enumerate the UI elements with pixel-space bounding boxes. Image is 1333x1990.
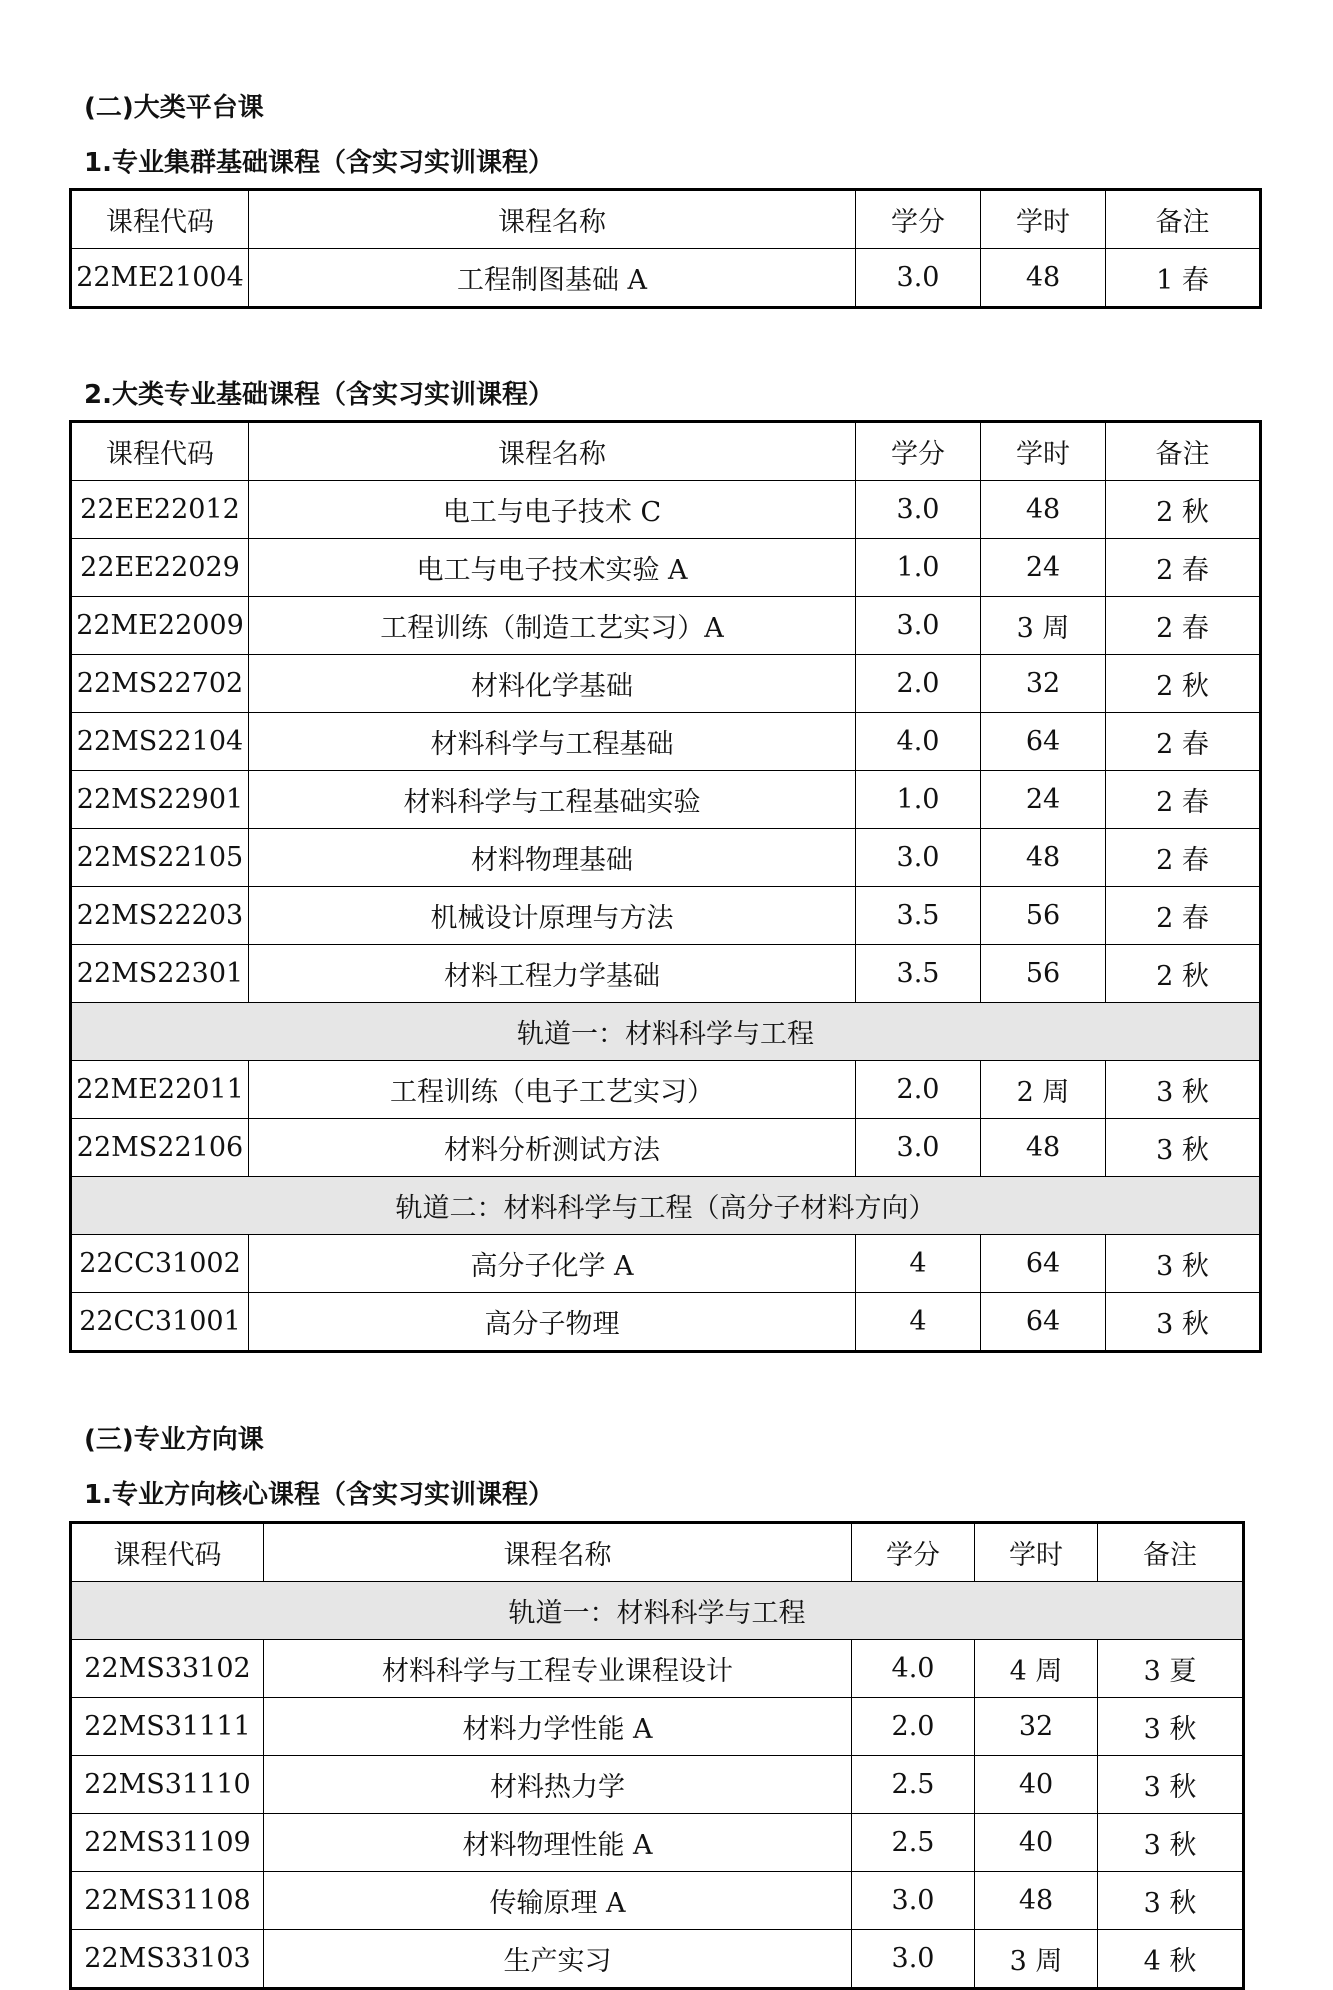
course-credit: 3.0 bbox=[856, 249, 981, 308]
course-hours: 48 bbox=[981, 829, 1106, 887]
course-hours: 40 bbox=[975, 1756, 1098, 1814]
course-name: 工程训练（制造工艺实习）A bbox=[249, 597, 856, 655]
course-credit: 3.0 bbox=[852, 1872, 975, 1930]
course-name: 材料科学与工程专业课程设计 bbox=[264, 1640, 852, 1698]
course-hours: 56 bbox=[981, 887, 1106, 945]
header-code: 课程代码 bbox=[71, 1523, 264, 1582]
course-code: 22MS31111 bbox=[71, 1698, 264, 1756]
course-hours: 3 周 bbox=[975, 1930, 1098, 1989]
table-row bbox=[71, 1698, 1244, 1756]
header-note: 备注 bbox=[1098, 1523, 1244, 1582]
table-row bbox=[71, 1061, 1261, 1119]
table-row bbox=[71, 1930, 1244, 1989]
course-name: 材料科学与工程基础 bbox=[249, 713, 856, 771]
course-note: 2 秋 bbox=[1106, 481, 1261, 539]
section-2-title: (二)大类平台课 bbox=[84, 93, 264, 123]
course-note: 2 春 bbox=[1106, 713, 1261, 771]
table-row bbox=[71, 1872, 1244, 1930]
course-code: 22CC31001 bbox=[71, 1293, 249, 1352]
section-2-1-title: 1.专业集群基础课程（含实习实训课程） bbox=[84, 148, 554, 178]
section-3-title: (三)专业方向课 bbox=[84, 1425, 264, 1455]
table-header-row bbox=[71, 1523, 1244, 1582]
table-header-row bbox=[71, 190, 1261, 249]
course-note: 3 秋 bbox=[1106, 1293, 1261, 1352]
course-credit: 2.0 bbox=[856, 1061, 981, 1119]
course-note: 3 秋 bbox=[1106, 1235, 1261, 1293]
header-code: 课程代码 bbox=[71, 190, 249, 249]
course-hours: 48 bbox=[981, 249, 1106, 308]
table-major-foundation bbox=[69, 420, 1262, 1353]
header-credit: 学分 bbox=[856, 190, 981, 249]
header-credit: 学分 bbox=[856, 422, 981, 481]
section-3-1-title: 1.专业方向核心课程（含实习实训课程） bbox=[84, 1480, 554, 1510]
course-note: 3 夏 bbox=[1098, 1640, 1244, 1698]
course-credit: 4.0 bbox=[856, 713, 981, 771]
course-note: 3 秋 bbox=[1098, 1814, 1244, 1872]
course-hours: 32 bbox=[975, 1698, 1098, 1756]
header-name: 课程名称 bbox=[249, 190, 856, 249]
table-row bbox=[71, 829, 1261, 887]
course-hours: 2 周 bbox=[981, 1061, 1106, 1119]
course-name: 高分子物理 bbox=[249, 1293, 856, 1352]
course-hours: 48 bbox=[981, 1119, 1106, 1177]
course-name: 工程制图基础 A bbox=[249, 249, 856, 308]
course-name: 电工与电子技术实验 A bbox=[249, 539, 856, 597]
course-credit: 3.0 bbox=[856, 1119, 981, 1177]
header-note: 备注 bbox=[1106, 422, 1261, 481]
course-code: 22MS31108 bbox=[71, 1872, 264, 1930]
course-name: 材料物理基础 bbox=[249, 829, 856, 887]
course-code: 22MS31109 bbox=[71, 1814, 264, 1872]
course-credit: 2.0 bbox=[852, 1698, 975, 1756]
course-credit: 2.5 bbox=[852, 1814, 975, 1872]
course-hours: 64 bbox=[981, 1293, 1106, 1352]
track-row bbox=[71, 1177, 1261, 1235]
table-row bbox=[71, 713, 1261, 771]
course-credit: 4 bbox=[856, 1235, 981, 1293]
table-row bbox=[71, 655, 1261, 713]
table-cluster-foundation bbox=[69, 188, 1262, 309]
table-row bbox=[71, 887, 1261, 945]
course-note: 2 春 bbox=[1106, 771, 1261, 829]
course-credit: 3.0 bbox=[852, 1930, 975, 1989]
course-note: 2 春 bbox=[1106, 829, 1261, 887]
table-row bbox=[71, 1235, 1261, 1293]
course-name: 传输原理 A bbox=[264, 1872, 852, 1930]
course-hours: 56 bbox=[981, 945, 1106, 1003]
course-name: 材料物理性能 A bbox=[264, 1814, 852, 1872]
course-code: 22MS22301 bbox=[71, 945, 249, 1003]
course-credit: 4.0 bbox=[852, 1640, 975, 1698]
course-name: 电工与电子技术 C bbox=[249, 481, 856, 539]
table-row bbox=[71, 1756, 1244, 1814]
course-note: 2 春 bbox=[1106, 539, 1261, 597]
course-code: 22MS33102 bbox=[71, 1640, 264, 1698]
course-note: 3 秋 bbox=[1098, 1756, 1244, 1814]
course-note: 4 秋 bbox=[1098, 1930, 1244, 1989]
course-credit: 1.0 bbox=[856, 771, 981, 829]
course-hours: 64 bbox=[981, 713, 1106, 771]
course-name: 生产实习 bbox=[264, 1930, 852, 1989]
course-credit: 3.0 bbox=[856, 829, 981, 887]
course-hours: 64 bbox=[981, 1235, 1106, 1293]
table-row bbox=[71, 945, 1261, 1003]
course-hours: 24 bbox=[981, 539, 1106, 597]
course-credit: 1.0 bbox=[856, 539, 981, 597]
header-hours: 学时 bbox=[981, 422, 1106, 481]
course-note: 2 秋 bbox=[1106, 945, 1261, 1003]
track-label: 轨道一：材料科学与工程 bbox=[71, 1003, 1261, 1061]
course-code: 22MS22105 bbox=[71, 829, 249, 887]
course-name: 材料热力学 bbox=[264, 1756, 852, 1814]
course-hours: 32 bbox=[981, 655, 1106, 713]
course-code: 22ME22009 bbox=[71, 597, 249, 655]
course-note: 3 秋 bbox=[1098, 1698, 1244, 1756]
course-name: 材料分析测试方法 bbox=[249, 1119, 856, 1177]
course-name: 材料工程力学基础 bbox=[249, 945, 856, 1003]
course-code: 22MS22106 bbox=[71, 1119, 249, 1177]
table-row bbox=[71, 771, 1261, 829]
course-hours: 24 bbox=[981, 771, 1106, 829]
table-row bbox=[71, 1814, 1244, 1872]
course-credit: 3.5 bbox=[856, 945, 981, 1003]
table-row bbox=[71, 1293, 1261, 1352]
course-credit: 2.5 bbox=[852, 1756, 975, 1814]
table-row bbox=[71, 249, 1261, 308]
course-hours: 40 bbox=[975, 1814, 1098, 1872]
course-credit: 3.0 bbox=[856, 481, 981, 539]
header-hours: 学时 bbox=[981, 190, 1106, 249]
course-code: 22ME21004 bbox=[71, 249, 249, 308]
course-note: 2 春 bbox=[1106, 597, 1261, 655]
course-credit: 4 bbox=[856, 1293, 981, 1352]
course-code: 22EE22012 bbox=[71, 481, 249, 539]
course-name: 高分子化学 A bbox=[249, 1235, 856, 1293]
table-row bbox=[71, 1640, 1244, 1698]
header-hours: 学时 bbox=[975, 1523, 1098, 1582]
course-code: 22ME22011 bbox=[71, 1061, 249, 1119]
track-label: 轨道一：材料科学与工程 bbox=[71, 1582, 1244, 1640]
course-note: 3 秋 bbox=[1098, 1872, 1244, 1930]
header-name: 课程名称 bbox=[249, 422, 856, 481]
table-row bbox=[71, 1119, 1261, 1177]
track-row bbox=[71, 1003, 1261, 1061]
header-code: 课程代码 bbox=[71, 422, 249, 481]
course-note: 3 秋 bbox=[1106, 1119, 1261, 1177]
course-credit: 3.0 bbox=[856, 597, 981, 655]
course-note: 2 秋 bbox=[1106, 655, 1261, 713]
course-name: 材料力学性能 A bbox=[264, 1698, 852, 1756]
course-hours: 48 bbox=[981, 481, 1106, 539]
course-credit: 2.0 bbox=[856, 655, 981, 713]
course-code: 22CC31002 bbox=[71, 1235, 249, 1293]
table-row bbox=[71, 481, 1261, 539]
course-name: 机械设计原理与方法 bbox=[249, 887, 856, 945]
section-2-2-title: 2.大类专业基础课程（含实习实训课程） bbox=[84, 380, 554, 410]
table-row bbox=[71, 539, 1261, 597]
course-code: 22MS22104 bbox=[71, 713, 249, 771]
course-hours: 4 周 bbox=[975, 1640, 1098, 1698]
table-row bbox=[71, 597, 1261, 655]
course-code: 22MS31110 bbox=[71, 1756, 264, 1814]
course-code: 22MS22901 bbox=[71, 771, 249, 829]
track-label: 轨道二：材料科学与工程（高分子材料方向） bbox=[71, 1177, 1261, 1235]
course-name: 材料化学基础 bbox=[249, 655, 856, 713]
course-code: 22MS33103 bbox=[71, 1930, 264, 1989]
course-name: 工程训练（电子工艺实习） bbox=[249, 1061, 856, 1119]
table-direction-core bbox=[69, 1521, 1245, 1990]
course-credit: 3.5 bbox=[856, 887, 981, 945]
header-credit: 学分 bbox=[852, 1523, 975, 1582]
course-code: 22EE22029 bbox=[71, 539, 249, 597]
course-hours: 48 bbox=[975, 1872, 1098, 1930]
course-name: 材料科学与工程基础实验 bbox=[249, 771, 856, 829]
track-row bbox=[71, 1582, 1244, 1640]
course-note: 3 秋 bbox=[1106, 1061, 1261, 1119]
course-note: 1 春 bbox=[1106, 249, 1261, 308]
course-note: 2 春 bbox=[1106, 887, 1261, 945]
course-hours: 3 周 bbox=[981, 597, 1106, 655]
header-name: 课程名称 bbox=[264, 1523, 852, 1582]
header-note: 备注 bbox=[1106, 190, 1261, 249]
course-code: 22MS22203 bbox=[71, 887, 249, 945]
table-header-row bbox=[71, 422, 1261, 481]
course-code: 22MS22702 bbox=[71, 655, 249, 713]
